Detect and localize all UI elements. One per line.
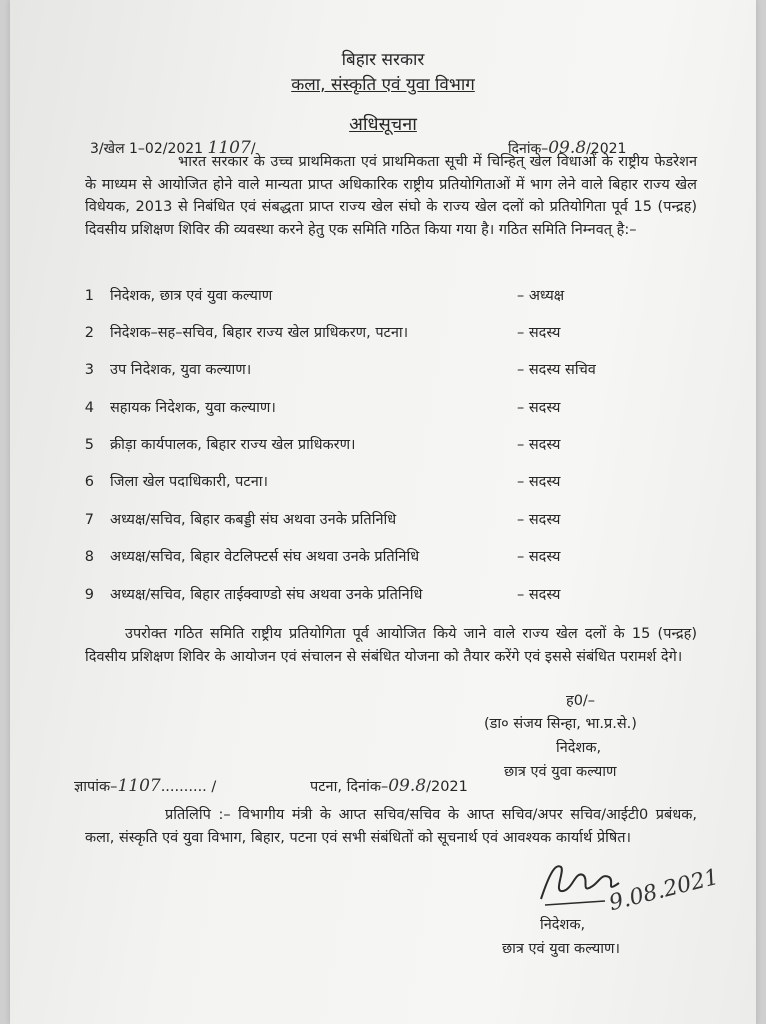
- date-year: /2021: [586, 141, 627, 157]
- final-department: छात्र एवं युवा कल्याण।: [502, 941, 620, 957]
- committee-row: [72, 285, 672, 305]
- reference-suffix: /: [250, 141, 256, 157]
- notification-title: अधिसूचना: [349, 114, 417, 135]
- committee-row-number: 2: [84, 325, 94, 341]
- memo-dots: ..........: [160, 779, 207, 795]
- committee-role: – सदस्य: [517, 400, 561, 416]
- memo-year: /2021: [426, 779, 468, 795]
- final-designation: निदेशक,: [540, 917, 586, 933]
- committee-row: [72, 471, 672, 491]
- signatory-designation: निदेशक,: [556, 740, 602, 756]
- committee-row-number: 6: [84, 474, 94, 490]
- committee-member: निदेशक, छात्र एवं युवा कल्याण: [110, 288, 273, 304]
- committee-member: सहायक निदेशक, युवा कल्याण।: [110, 400, 276, 416]
- committee-role: – सदस्य: [517, 512, 561, 528]
- date-handwritten: 09.8: [548, 138, 587, 158]
- committee-member: उप निदेशक, युवा कल्याण।: [110, 362, 252, 378]
- committee-row: [72, 584, 672, 604]
- committee-member: जिला खेल पदाधिकारी, पटना।: [110, 474, 269, 490]
- committee-member: अध्यक्ष/सचिव, बिहार कबड्डी संघ अथवा उनके प्रतिनिधि: [110, 512, 397, 528]
- memo-handwritten-number: 1107: [117, 776, 161, 796]
- reference-prefix: 3/खेल 1–02/2021: [90, 141, 204, 157]
- memo-number: [74, 776, 216, 796]
- committee-role: – सदस्य: [517, 474, 561, 490]
- committee-row-number: 5: [84, 437, 94, 453]
- committee-role: – अध्यक्ष: [517, 288, 565, 304]
- committee-role: – सदस्य: [517, 587, 561, 603]
- copy-paragraph: प्रतिलिपि :– विभागीय मंत्री के आप्त सचिव/सचिव के आप्त सचिव/अपर सचिव/आईटी0 प्रबंधक, कला, संस्कृति एवं युवा विभाग, बिहार, पटना एवं सभी संबंधितों को सूचनार्थ एवं आवश्यक कार्यार्थ प्रेषित।: [85, 807, 697, 846]
- committee-row: [72, 509, 672, 529]
- committee-role: – सदस्य: [517, 325, 561, 341]
- signatory-name: (डा० संजय सिन्हा, भा.प्र.से.): [484, 716, 637, 732]
- government-heading: बिहार सरकार: [341, 50, 425, 70]
- committee-row-number: 1: [84, 288, 94, 304]
- committee-row-number: 7: [84, 512, 94, 528]
- committee-role: – सदस्य सचिव: [517, 362, 596, 378]
- committee-role: – सदस्य: [517, 437, 561, 453]
- memo-slash: /: [211, 779, 217, 795]
- committee-row: [72, 322, 672, 342]
- committee-member: निदेशक–सह–सचिव, बिहार राज्य खेल प्राधिकरण, पटना।: [110, 325, 409, 341]
- committee-row-number: 9: [84, 587, 94, 603]
- closing-paragraph: उपरोक्त गठित समिति राष्ट्रीय प्रतियोगिता पूर्व आयोजित किये जाने वाले राज्य खेल दलों के 15 (पन्द्रह) दिवसीय प्रशिक्षण शिविर के आयोजन एवं संचालन से संबंधित योजना को तैयार करेंगे एवं इससे संबंधित परामर्श देगे।: [85, 626, 697, 665]
- department-heading: कला, संस्कृति एवं युवा विभाग: [291, 75, 475, 95]
- memo-date-handwritten: 09.8: [388, 776, 427, 796]
- memo-place-date: पटना, दिनांक–: [310, 779, 389, 795]
- committee-row: [72, 359, 672, 379]
- committee-row: [72, 434, 672, 454]
- memo-label: ज्ञापांक–: [74, 779, 118, 795]
- committee-member: अध्यक्ष/सचिव, बिहार वेटलिफ्टर्स संघ अथवा उनके प्रतिनिधि: [110, 549, 420, 565]
- body-paragraph: भारत सरकार के उच्च प्राथमिकता एवं प्राथमिकता सूची में चिन्हित् खेल विधाओं के राष्ट्रीय फेडरेशन के माध्यम से आयोजित होने वाले मान्यता प्राप्त अधिकारिक राष्ट्रीय प्रतियोगिताओं में भाग लेने वाले बिहार राज्य खेल विधेयक, 2013 से निबंधित एवं संबद्धता प्राप्त राज्य खेल संघो के राज्य खेल दलों को प्रतियोगिता पूर्व 15 (पन्द्रह) दिवसीय प्रशिक्षण शिविर की व्यवस्था करने हेतु एक समिति गठित किया गया है। गठित समिति निम्नवत् है:–: [85, 154, 697, 238]
- signed-mark: ह0/–: [566, 693, 596, 709]
- committee-row-number: 8: [84, 549, 94, 565]
- committee-member: अध्यक्ष/सचिव, बिहार ताईक्वाण्डो संघ अथवा उनके प्रतिनिधि: [110, 587, 423, 603]
- committee-row-number: 3: [84, 362, 94, 378]
- committee-role: – सदस्य: [517, 549, 561, 565]
- signatory-department: छात्र एवं युवा कल्याण: [504, 764, 617, 780]
- committee-row-number: 4: [84, 400, 94, 416]
- reference-handwritten-number: 1107: [207, 138, 251, 158]
- committee-member: क्रीड़ा कार्यपालक, बिहार राज्य खेल प्राधिकरण।: [110, 437, 356, 453]
- date-label: दिनांक–: [508, 141, 549, 157]
- committee-row: [72, 397, 672, 417]
- signature-date: 9.08.2021: [606, 864, 722, 917]
- memo-date: [310, 776, 468, 796]
- committee-row: [72, 546, 672, 566]
